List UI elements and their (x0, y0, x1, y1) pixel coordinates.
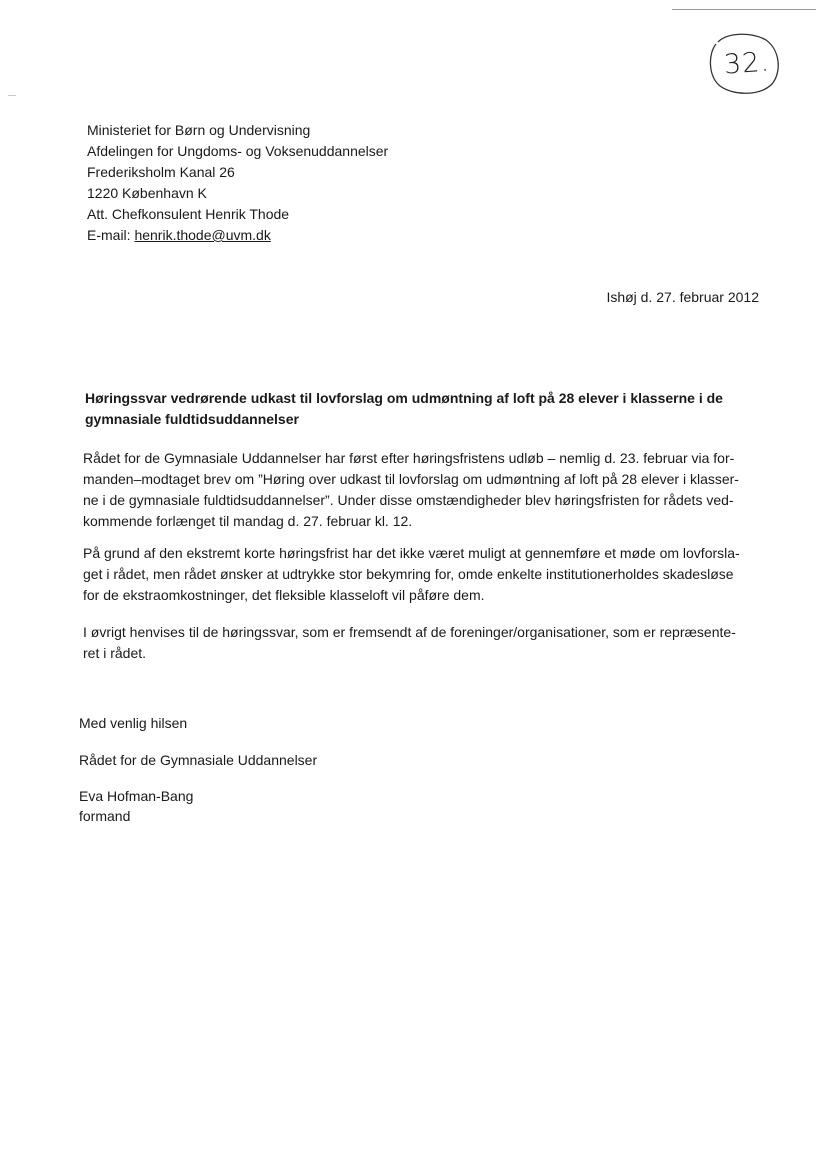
paragraph-line: kommende forlænget til mandag d. 27. februar kl. 12. (83, 513, 413, 529)
paragraph-line: ne i de gymnasiale fuldtidsuddannelser”. Under disse omstændigheder blev høringsfristen for rådets ved- (83, 492, 734, 508)
sender-organization: Rådet for de Gymnasiale Uddannelser (79, 752, 318, 768)
body-paragraph-2 (83, 543, 740, 606)
paragraph-line: I øvrigt henvises til de høringssvar, som er fremsendt af de foreninger/organisationer, som er repræsente- (83, 624, 736, 640)
letter-date: Ishøj d. 27. februar 2012 (606, 289, 759, 305)
handwritten-page-number (704, 30, 782, 98)
recipient-attention: Att. Chefkonsulent Henrik Thode (87, 206, 290, 222)
scan-artifact-mark (8, 95, 16, 96)
letter-subject: Høringssvar vedrørende udkast til lovforslag om udmøntning af loft på 28 elever i klasserne i de gymnasiale fuldtidsuddannelser (85, 390, 723, 427)
paragraph-line: manden–modtaget brev om ”Høring over udkast til lovforslag om udmøntning af loft på 28 elever i klasser- (83, 471, 739, 487)
email-label: E-mail: (87, 227, 135, 243)
scan-artifact-line (672, 9, 816, 10)
page-number-text: 32. (722, 46, 771, 81)
recipient-city: 1220 København K (87, 185, 207, 201)
recipient-ministry: Ministeriet for Børn og Undervisning (87, 122, 311, 138)
body-paragraph-3 (83, 622, 736, 664)
paragraph-line: get i rådet, men rådet ønsker at udtrykke stor bekymring for, omde enkelte institutionerholdes skadesløse (83, 566, 734, 582)
body-paragraph-1 (83, 448, 739, 532)
recipient-email-line (87, 225, 388, 246)
paragraph-line: Rådet for de Gymnasiale Uddannelser har først efter høringsfristens udløb – nemlig d. 23. februar via for- (83, 450, 735, 466)
signatory-title: formand (79, 808, 131, 824)
recipient-email-link[interactable]: henrik.thode@uvm.dk (134, 227, 271, 243)
recipient-department: Afdelingen for Ungdoms- og Voksenuddannelser (87, 143, 389, 159)
paragraph-line: ret i rådet. (83, 645, 147, 661)
signatory-name: Eva Hofman-Bang (79, 788, 194, 804)
recipient-address-block (87, 120, 388, 246)
recipient-street: Frederiksholm Kanal 26 (87, 164, 235, 180)
paragraph-line: for de ekstraomkostninger, det fleksible klasseloft vil påføre dem. (83, 587, 485, 603)
closing-greeting: Med venlig hilsen (79, 715, 188, 731)
paragraph-line: På grund af den ekstremt korte høringsfrist har det ikke været muligt at gennemføre et møde om lovforsla- (83, 545, 740, 561)
